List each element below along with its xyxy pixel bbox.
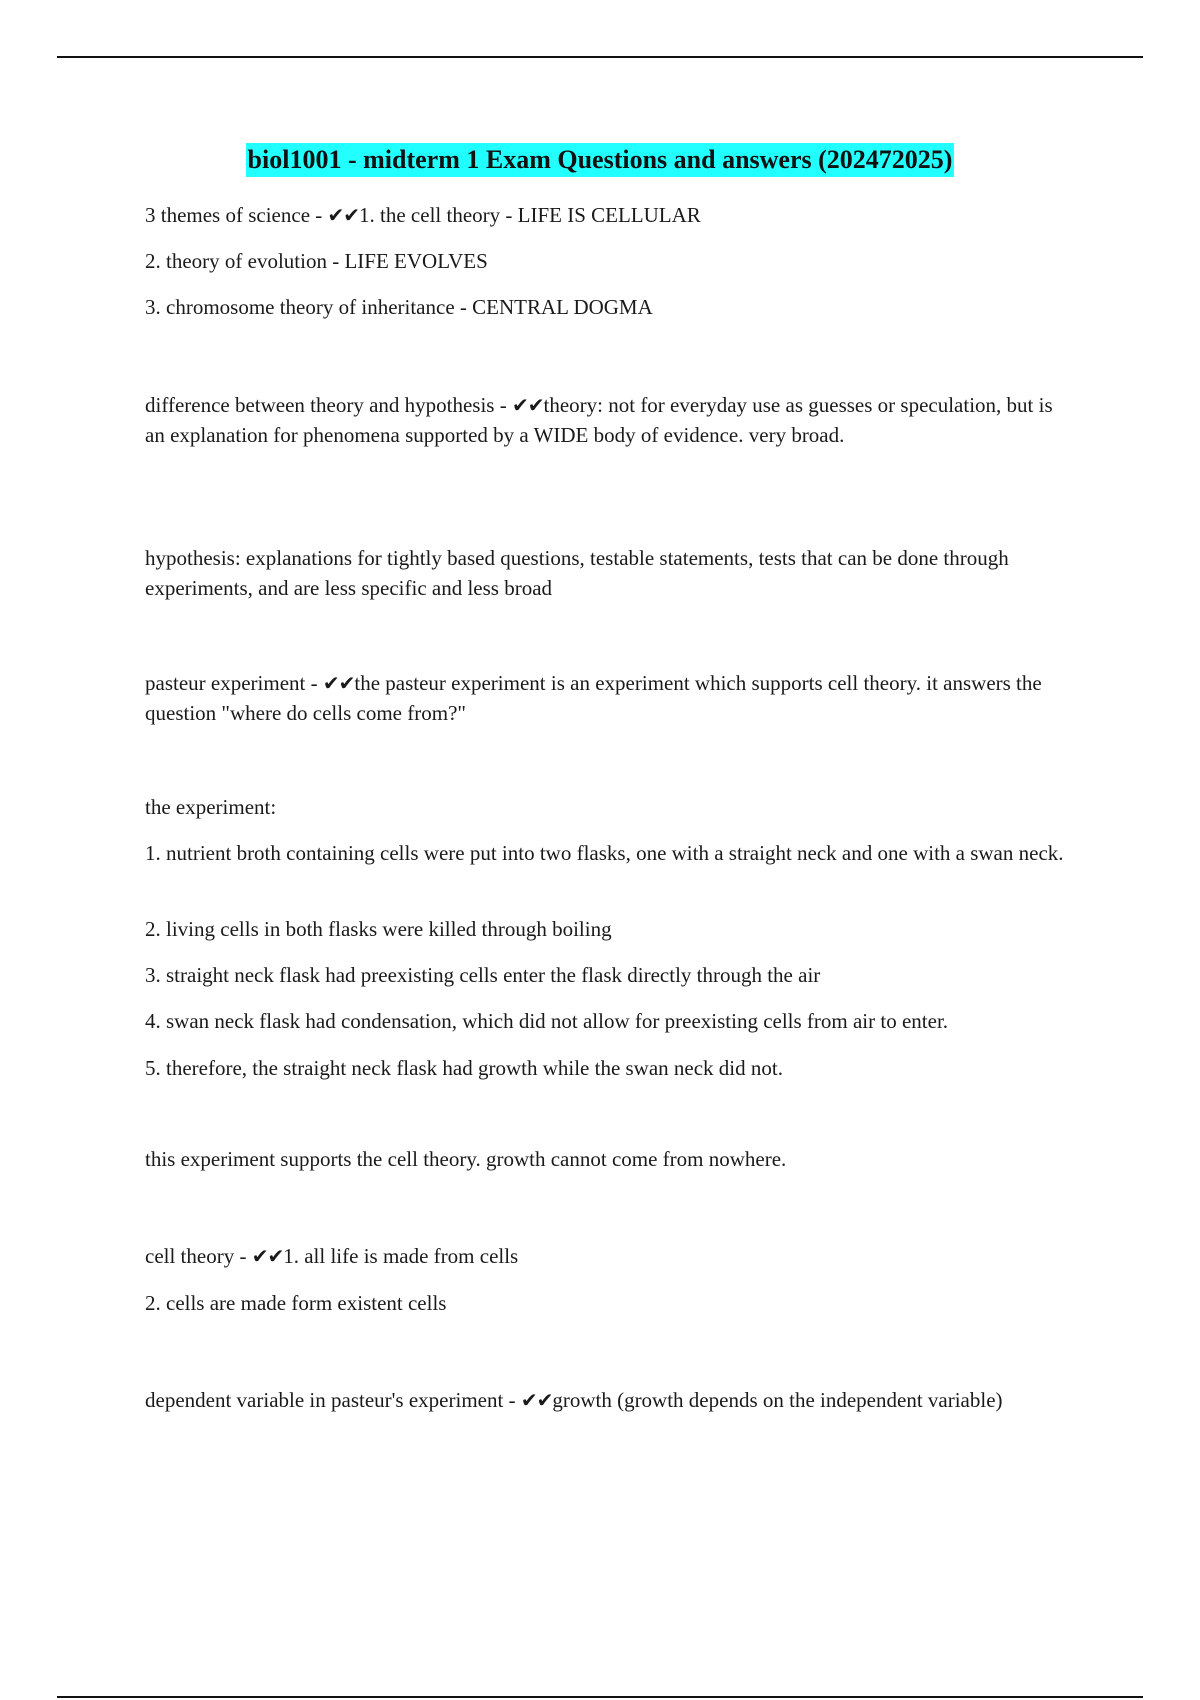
q3-experiment-heading: the experiment: [145, 795, 277, 819]
double-check-icon: ✔✔ [511, 393, 544, 417]
q5-answer: growth (growth depends on the independent variable) [552, 1388, 1003, 1412]
q3-step2: 2. living cells in both flasks were killed through boiling [145, 917, 612, 941]
q1-answer-line1 [145, 200, 1075, 230]
q3-step5: 5. therefore, the straight neck flask had growth while the swan neck did not. [145, 1056, 783, 1080]
q5-paragraph [145, 1385, 1075, 1415]
title-container [0, 143, 1200, 177]
document-title: biol1001 - midterm 1 Exam Questions and answers (202472025) [246, 143, 955, 177]
q1-answer-line2: 2. theory of evolution - LIFE EVOLVES [145, 249, 488, 273]
q4-answer-line1 [145, 1241, 1075, 1271]
q2-answer: theory: not for everyday use as guesses or speculation, but is an explanation for phenomena supported by a WIDE body of evidence. very broad. [145, 393, 1053, 447]
q3-paragraph [145, 668, 1075, 728]
q1-answer-line3: 3. chromosome theory of inheritance - CENTRAL DOGMA [145, 295, 653, 319]
q3-term: pasteur experiment - [145, 671, 323, 695]
q2-hypothesis: hypothesis: explanations for tightly based questions, testable statements, tests that can be done through experiments, and are less specific and less broad [145, 546, 1009, 600]
double-check-icon: ✔✔ [251, 1244, 284, 1268]
q3-step3: 3. straight neck flask had preexisting cells enter the flask directly through the air [145, 963, 821, 987]
q5-term: dependent variable in pasteur's experiment - [145, 1388, 521, 1412]
q4-term: cell theory - [145, 1244, 252, 1268]
q3-answer: the pasteur experiment is an experiment which supports cell theory. it answers the question "where do cells come from?" [145, 671, 1042, 725]
q4-line1: 1. all life is made from cells [283, 1244, 519, 1268]
double-check-icon: ✔✔ [327, 203, 360, 227]
q2-paragraph [145, 390, 1075, 450]
q1-term: 3 themes of science - [145, 203, 328, 227]
q3-conclusion: this experiment supports the cell theory. growth cannot come from nowhere. [145, 1147, 787, 1171]
q3-step4: 4. swan neck flask had condensation, which did not allow for preexisting cells from air to enter. [145, 1009, 949, 1033]
q3-step1: 1. nutrient broth containing cells were put into two flasks, one with a straight neck and one with a swan neck. [145, 841, 1064, 865]
q4-answer-line2: 2. cells are made form existent cells [145, 1291, 447, 1315]
double-check-icon: ✔✔ [322, 671, 355, 695]
q1-line1: 1. the cell theory - LIFE IS CELLULAR [359, 203, 701, 227]
bottom-rule [57, 1696, 1143, 1698]
double-check-icon: ✔✔ [520, 1388, 553, 1412]
q2-term: difference between theory and hypothesis - [145, 393, 512, 417]
top-rule [57, 56, 1143, 58]
